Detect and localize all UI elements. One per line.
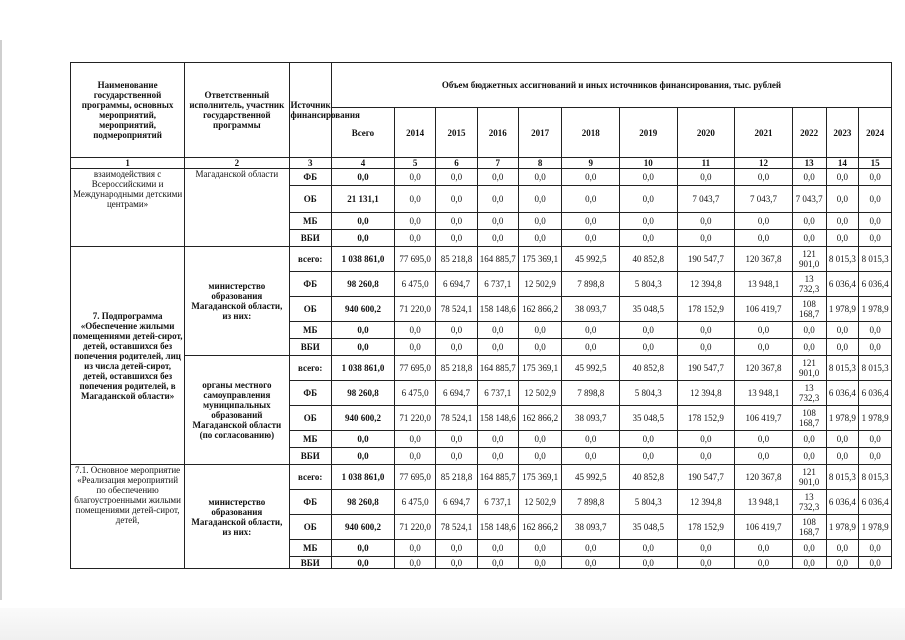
header-year: 2021 [735, 108, 793, 158]
year-value-cell: 71 220,0 [394, 297, 435, 322]
year-value-cell: 0,0 [518, 339, 561, 356]
year-value-cell: 0,0 [859, 322, 892, 339]
year-value-cell: 12 502,9 [518, 272, 561, 297]
year-value-cell: 0,0 [477, 169, 518, 186]
year-value-cell: 0,0 [792, 322, 826, 339]
year-value-cell: 0,0 [620, 169, 678, 186]
year-value-cell: 0,0 [826, 448, 859, 465]
year-value-cell: 0,0 [677, 431, 735, 448]
source-cell: всего: [289, 356, 331, 381]
year-value-cell: 40 852,8 [620, 465, 678, 490]
source-cell: ОБ [289, 297, 331, 322]
year-value-cell: 0,0 [826, 169, 859, 186]
program-name-cell: 7. Подпрограмма «Обеспечение жилыми помещениями детей-сирот, детей, оставшихся без попечения родителей, лиц из числа детей-сирот, детей, оставшихся без попечения родителей, в Магаданской области» [71, 247, 185, 465]
year-value-cell: 0,0 [436, 230, 477, 247]
year-value-cell: 77 695,0 [394, 356, 435, 381]
year-value-cell: 6 036,4 [826, 490, 859, 515]
table-row [71, 356, 892, 381]
column-number: 12 [735, 158, 793, 169]
column-number: 2 [185, 158, 289, 169]
year-value-cell: 0,0 [735, 540, 793, 557]
year-value-cell: 12 502,9 [518, 381, 561, 406]
source-cell: всего: [289, 247, 331, 272]
year-value-cell: 0,0 [826, 230, 859, 247]
year-value-cell: 164 885,7 [477, 247, 518, 272]
column-number: 10 [620, 158, 678, 169]
source-cell: ВБИ [289, 448, 331, 465]
table-row [71, 169, 892, 186]
year-value-cell: 38 093,7 [562, 297, 620, 322]
header-source: Источник финансирования [289, 63, 331, 158]
header-volume: Объем бюджетных ассигнований и иных источников финансирования, тыс. рублей [331, 63, 891, 108]
year-value-cell: 162 866,2 [518, 515, 561, 540]
year-value-cell: 78 524,1 [436, 406, 477, 431]
year-value-cell: 0,0 [620, 540, 678, 557]
source-cell: МБ [289, 213, 331, 230]
year-value-cell: 0,0 [792, 557, 826, 569]
year-value-cell: 190 547,7 [677, 465, 735, 490]
year-value-cell: 5 804,3 [620, 490, 678, 515]
total-value-cell: 0,0 [331, 339, 394, 356]
year-value-cell: 0,0 [562, 557, 620, 569]
year-value-cell: 8 015,3 [859, 356, 892, 381]
year-value-cell: 8 015,3 [826, 465, 859, 490]
year-value-cell: 0,0 [859, 431, 892, 448]
year-value-cell: 0,0 [562, 339, 620, 356]
header-program: Наименование государственной программы, основных мероприятий, мероприятий, подмероприятий [71, 63, 185, 158]
source-cell: ОБ [289, 186, 331, 213]
year-value-cell: 106 419,7 [735, 406, 793, 431]
program-name-cell: 7.1. Основное мероприятие «Реализация мероприятий по обеспечению благоустроенными жилыми помещениями детей-сирот, детей, [71, 465, 185, 569]
year-value-cell: 0,0 [518, 322, 561, 339]
year-value-cell: 0,0 [792, 230, 826, 247]
year-value-cell: 0,0 [394, 339, 435, 356]
year-value-cell: 1 978,9 [826, 406, 859, 431]
header-year: 2022 [792, 108, 826, 158]
year-value-cell: 0,0 [677, 339, 735, 356]
year-value-cell: 120 367,8 [735, 356, 793, 381]
total-value-cell: 0,0 [331, 557, 394, 569]
year-value-cell: 78 524,1 [436, 515, 477, 540]
year-value-cell: 0,0 [735, 448, 793, 465]
year-value-cell: 0,0 [677, 169, 735, 186]
year-value-cell: 0,0 [518, 448, 561, 465]
year-value-cell: 178 152,9 [677, 406, 735, 431]
year-value-cell: 6 036,4 [826, 381, 859, 406]
year-value-cell: 40 852,8 [620, 247, 678, 272]
year-value-cell: 0,0 [735, 213, 793, 230]
header-year: 2015 [436, 108, 477, 158]
header-year: 2016 [477, 108, 518, 158]
table-row [71, 465, 892, 490]
year-value-cell: 0,0 [792, 431, 826, 448]
year-value-cell: 0,0 [394, 448, 435, 465]
year-value-cell: 121 901,0 [792, 465, 826, 490]
total-value-cell: 98 260,8 [331, 490, 394, 515]
year-value-cell: 0,0 [859, 213, 892, 230]
year-value-cell: 12 394,8 [677, 490, 735, 515]
year-value-cell: 38 093,7 [562, 406, 620, 431]
header-year: 2018 [562, 108, 620, 158]
year-value-cell: 13 732,3 [792, 381, 826, 406]
year-value-cell: 7 898,8 [562, 272, 620, 297]
year-value-cell: 190 547,7 [677, 356, 735, 381]
year-value-cell: 121 901,0 [792, 356, 826, 381]
year-value-cell: 0,0 [436, 557, 477, 569]
year-value-cell: 35 048,5 [620, 515, 678, 540]
year-value-cell: 178 152,9 [677, 515, 735, 540]
source-cell: ВБИ [289, 230, 331, 247]
year-value-cell: 0,0 [859, 186, 892, 213]
year-value-cell: 0,0 [735, 322, 793, 339]
total-value-cell: 940 600,2 [331, 406, 394, 431]
total-value-cell: 0,0 [331, 448, 394, 465]
page-edge-line [0, 40, 2, 600]
year-value-cell: 6 694,7 [436, 272, 477, 297]
year-value-cell: 0,0 [394, 431, 435, 448]
table-row [71, 247, 892, 272]
year-value-cell: 0,0 [792, 448, 826, 465]
table-header [71, 63, 892, 169]
year-value-cell: 190 547,7 [677, 247, 735, 272]
year-value-cell: 121 901,0 [792, 247, 826, 272]
source-cell: ФБ [289, 490, 331, 515]
year-value-cell: 0,0 [735, 557, 793, 569]
year-value-cell: 0,0 [792, 213, 826, 230]
year-value-cell: 175 369,1 [518, 465, 561, 490]
year-value-cell: 0,0 [620, 339, 678, 356]
year-value-cell: 0,0 [735, 169, 793, 186]
year-value-cell: 35 048,5 [620, 406, 678, 431]
header-year: 2024 [859, 108, 892, 158]
year-value-cell: 106 419,7 [735, 297, 793, 322]
year-value-cell: 0,0 [394, 230, 435, 247]
total-value-cell: 0,0 [331, 169, 394, 186]
year-value-cell: 13 948,1 [735, 490, 793, 515]
source-cell: МБ [289, 322, 331, 339]
year-value-cell: 0,0 [562, 169, 620, 186]
year-value-cell: 0,0 [677, 540, 735, 557]
year-value-cell: 45 992,5 [562, 247, 620, 272]
year-value-cell: 0,0 [518, 213, 561, 230]
responsible-cell: Магаданской области [185, 169, 289, 247]
year-value-cell: 0,0 [436, 169, 477, 186]
year-value-cell: 1 978,9 [859, 406, 892, 431]
year-value-cell: 13 732,3 [792, 272, 826, 297]
year-value-cell: 0,0 [518, 557, 561, 569]
year-value-cell: 0,0 [677, 557, 735, 569]
year-value-cell: 0,0 [477, 339, 518, 356]
budget-table [70, 62, 892, 569]
year-value-cell: 7 043,7 [735, 186, 793, 213]
year-value-cell: 0,0 [477, 213, 518, 230]
table-body [71, 169, 892, 569]
responsible-cell: органы местного самоуправления муниципальных образований Магаданской области (по согласованию) [185, 356, 289, 465]
source-cell: ВБИ [289, 557, 331, 569]
year-value-cell: 1 978,9 [826, 297, 859, 322]
year-value-cell: 5 804,3 [620, 272, 678, 297]
year-value-cell: 0,0 [394, 186, 435, 213]
year-value-cell: 0,0 [826, 186, 859, 213]
year-value-cell: 8 015,3 [826, 247, 859, 272]
year-value-cell: 120 367,8 [735, 247, 793, 272]
year-value-cell: 6 737,1 [477, 381, 518, 406]
year-value-cell: 6 475,0 [394, 381, 435, 406]
year-value-cell: 158 148,6 [477, 515, 518, 540]
year-value-cell: 0,0 [562, 186, 620, 213]
source-cell: ФБ [289, 381, 331, 406]
year-value-cell: 0,0 [859, 339, 892, 356]
year-value-cell: 8 015,3 [826, 356, 859, 381]
year-value-cell: 7 043,7 [792, 186, 826, 213]
year-value-cell: 0,0 [735, 339, 793, 356]
scan-bottom-margin [0, 608, 905, 640]
year-value-cell: 108 168,7 [792, 406, 826, 431]
header-total: Всего [331, 108, 394, 158]
total-value-cell: 98 260,8 [331, 272, 394, 297]
year-value-cell: 0,0 [394, 169, 435, 186]
total-value-cell: 0,0 [331, 213, 394, 230]
total-value-cell: 1 038 861,0 [331, 465, 394, 490]
year-value-cell: 85 218,8 [436, 465, 477, 490]
year-value-cell: 0,0 [477, 230, 518, 247]
total-value-cell: 98 260,8 [331, 381, 394, 406]
year-value-cell: 0,0 [735, 230, 793, 247]
column-number: 8 [518, 158, 561, 169]
year-value-cell: 0,0 [620, 322, 678, 339]
column-number: 9 [562, 158, 620, 169]
year-value-cell: 0,0 [477, 448, 518, 465]
year-value-cell: 1 978,9 [859, 515, 892, 540]
year-value-cell: 6 694,7 [436, 381, 477, 406]
year-value-cell: 0,0 [562, 540, 620, 557]
year-value-cell: 6 036,4 [859, 381, 892, 406]
total-value-cell: 21 131,1 [331, 186, 394, 213]
year-value-cell: 0,0 [436, 322, 477, 339]
column-number: 1 [71, 158, 185, 169]
year-value-cell: 0,0 [826, 339, 859, 356]
header-year: 2020 [677, 108, 735, 158]
year-value-cell: 0,0 [477, 557, 518, 569]
year-value-cell: 0,0 [677, 230, 735, 247]
total-value-cell: 940 600,2 [331, 297, 394, 322]
year-value-cell: 85 218,8 [436, 356, 477, 381]
year-value-cell: 0,0 [436, 186, 477, 213]
column-number: 7 [477, 158, 518, 169]
year-value-cell: 0,0 [518, 169, 561, 186]
year-value-cell: 178 152,9 [677, 297, 735, 322]
year-value-cell: 85 218,8 [436, 247, 477, 272]
year-value-cell: 164 885,7 [477, 465, 518, 490]
year-value-cell: 0,0 [826, 431, 859, 448]
year-value-cell: 0,0 [394, 540, 435, 557]
source-cell: МБ [289, 431, 331, 448]
total-value-cell: 1 038 861,0 [331, 247, 394, 272]
year-value-cell: 7 898,8 [562, 381, 620, 406]
year-value-cell: 164 885,7 [477, 356, 518, 381]
header-year: 2019 [620, 108, 678, 158]
year-value-cell: 0,0 [859, 169, 892, 186]
year-value-cell: 0,0 [477, 431, 518, 448]
column-number: 6 [436, 158, 477, 169]
year-value-cell: 13 948,1 [735, 272, 793, 297]
year-value-cell: 0,0 [394, 557, 435, 569]
year-value-cell: 0,0 [394, 322, 435, 339]
year-value-cell: 0,0 [826, 557, 859, 569]
total-value-cell: 0,0 [331, 540, 394, 557]
header-year: 2023 [826, 108, 859, 158]
year-value-cell: 0,0 [562, 230, 620, 247]
year-value-cell: 0,0 [859, 448, 892, 465]
year-value-cell: 0,0 [562, 322, 620, 339]
year-value-cell: 77 695,0 [394, 465, 435, 490]
year-value-cell: 1 978,9 [826, 515, 859, 540]
year-value-cell: 0,0 [436, 213, 477, 230]
total-value-cell: 0,0 [331, 431, 394, 448]
year-value-cell: 6 737,1 [477, 272, 518, 297]
year-value-cell: 0,0 [620, 431, 678, 448]
year-value-cell: 0,0 [620, 557, 678, 569]
year-value-cell: 13 732,3 [792, 490, 826, 515]
year-value-cell: 0,0 [792, 339, 826, 356]
year-value-cell: 108 168,7 [792, 297, 826, 322]
year-value-cell: 0,0 [620, 186, 678, 213]
year-value-cell: 6 475,0 [394, 490, 435, 515]
year-value-cell: 6 475,0 [394, 272, 435, 297]
year-value-cell: 0,0 [677, 213, 735, 230]
year-value-cell: 0,0 [477, 186, 518, 213]
source-cell: ОБ [289, 406, 331, 431]
year-value-cell: 7 898,8 [562, 490, 620, 515]
year-value-cell: 8 015,3 [859, 465, 892, 490]
year-value-cell: 0,0 [477, 322, 518, 339]
column-number: 5 [394, 158, 435, 169]
year-value-cell: 0,0 [518, 540, 561, 557]
year-value-cell: 0,0 [859, 557, 892, 569]
program-name-cell: взаимодействия с Всероссийскими и Международными детскими центрами» [71, 169, 185, 247]
source-cell: МБ [289, 540, 331, 557]
year-value-cell: 0,0 [735, 431, 793, 448]
year-value-cell: 0,0 [477, 540, 518, 557]
column-number: 13 [792, 158, 826, 169]
year-value-cell: 38 093,7 [562, 515, 620, 540]
year-value-cell: 12 394,8 [677, 272, 735, 297]
year-value-cell: 0,0 [562, 448, 620, 465]
year-value-cell: 6 694,7 [436, 490, 477, 515]
year-value-cell: 7 043,7 [677, 186, 735, 213]
year-value-cell: 120 367,8 [735, 465, 793, 490]
year-value-cell: 5 804,3 [620, 381, 678, 406]
header-responsible: Ответственный исполнитель, участник государственной программы [185, 63, 289, 158]
year-value-cell: 0,0 [518, 186, 561, 213]
year-value-cell: 158 148,6 [477, 406, 518, 431]
column-number: 4 [331, 158, 394, 169]
year-value-cell: 35 048,5 [620, 297, 678, 322]
year-value-cell: 0,0 [436, 540, 477, 557]
year-value-cell: 77 695,0 [394, 247, 435, 272]
year-value-cell: 1 978,9 [859, 297, 892, 322]
year-value-cell: 106 419,7 [735, 515, 793, 540]
year-value-cell: 6 737,1 [477, 490, 518, 515]
year-value-cell: 175 369,1 [518, 247, 561, 272]
year-value-cell: 71 220,0 [394, 515, 435, 540]
year-value-cell: 0,0 [436, 448, 477, 465]
year-value-cell: 0,0 [677, 448, 735, 465]
responsible-cell: министерство образования Магаданской области, из них: [185, 247, 289, 356]
year-value-cell: 108 168,7 [792, 515, 826, 540]
column-number: 14 [826, 158, 859, 169]
year-value-cell: 40 852,8 [620, 356, 678, 381]
year-value-cell: 0,0 [826, 540, 859, 557]
total-value-cell: 1 038 861,0 [331, 356, 394, 381]
year-value-cell: 78 524,1 [436, 297, 477, 322]
year-value-cell: 0,0 [826, 322, 859, 339]
year-value-cell: 45 992,5 [562, 465, 620, 490]
year-value-cell: 45 992,5 [562, 356, 620, 381]
year-value-cell: 0,0 [562, 431, 620, 448]
year-value-cell: 0,0 [792, 540, 826, 557]
year-value-cell: 175 369,1 [518, 356, 561, 381]
year-value-cell: 13 948,1 [735, 381, 793, 406]
source-cell: всего: [289, 465, 331, 490]
year-value-cell: 12 502,9 [518, 490, 561, 515]
total-value-cell: 940 600,2 [331, 515, 394, 540]
year-value-cell: 71 220,0 [394, 406, 435, 431]
total-value-cell: 0,0 [331, 322, 394, 339]
total-value-cell: 0,0 [331, 230, 394, 247]
source-cell: ВБИ [289, 339, 331, 356]
year-value-cell: 0,0 [859, 540, 892, 557]
year-value-cell: 0,0 [518, 230, 561, 247]
source-cell: ОБ [289, 515, 331, 540]
column-number: 11 [677, 158, 735, 169]
source-cell: ФБ [289, 272, 331, 297]
year-value-cell: 0,0 [792, 169, 826, 186]
year-value-cell: 0,0 [826, 213, 859, 230]
year-value-cell: 8 015,3 [859, 247, 892, 272]
year-value-cell: 162 866,2 [518, 406, 561, 431]
year-value-cell: 0,0 [436, 339, 477, 356]
year-value-cell: 12 394,8 [677, 381, 735, 406]
year-value-cell: 0,0 [620, 448, 678, 465]
header-year: 2014 [394, 108, 435, 158]
year-value-cell: 6 036,4 [859, 272, 892, 297]
year-value-cell: 0,0 [436, 431, 477, 448]
column-number: 3 [289, 158, 331, 169]
year-value-cell: 6 036,4 [859, 490, 892, 515]
source-cell: ФБ [289, 169, 331, 186]
header-year: 2017 [518, 108, 561, 158]
year-value-cell: 0,0 [562, 213, 620, 230]
year-value-cell: 0,0 [394, 213, 435, 230]
responsible-cell: министерство образования Магаданской области, из них: [185, 465, 289, 569]
year-value-cell: 158 148,6 [477, 297, 518, 322]
year-value-cell: 0,0 [518, 431, 561, 448]
column-number: 15 [859, 158, 892, 169]
year-value-cell: 0,0 [620, 213, 678, 230]
year-value-cell: 162 866,2 [518, 297, 561, 322]
year-value-cell: 6 036,4 [826, 272, 859, 297]
year-value-cell: 0,0 [859, 230, 892, 247]
year-value-cell: 0,0 [620, 230, 678, 247]
year-value-cell: 0,0 [677, 322, 735, 339]
